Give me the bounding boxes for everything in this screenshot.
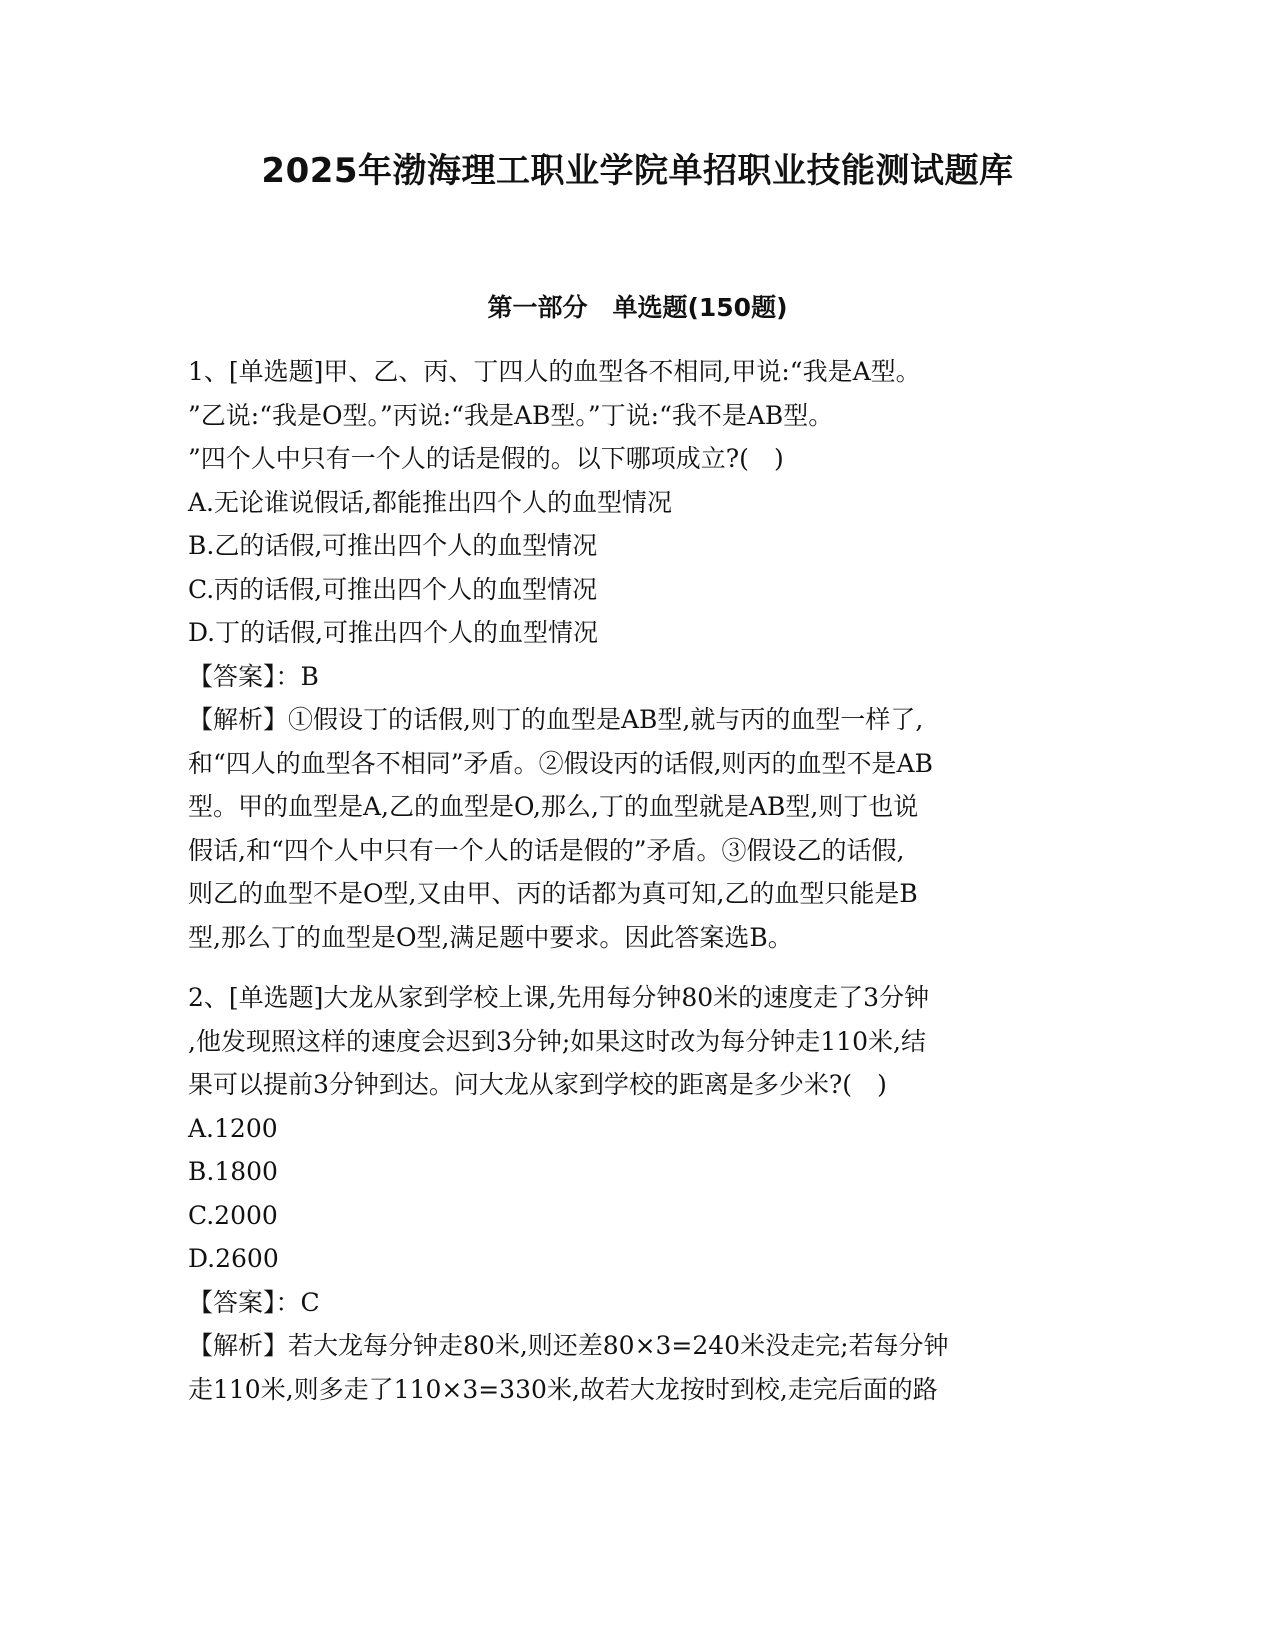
analysis-line: 走110米,则多走了110×3=330米,故若大龙按时到校,走完后面的路 bbox=[188, 1374, 938, 1404]
analysis-line: 和“四人的血型各不相同”矛盾。②假设丙的话假,则丙的血型不是AB bbox=[188, 748, 933, 778]
question-stem-line: 2、[单选题]大龙从家到学校上课,先用每分钟80米的速度走了3分钟 bbox=[188, 983, 930, 1012]
answer-line bbox=[188, 655, 1088, 699]
analysis-line: 假话,和“四个人中只有一个人的话是假的”矛盾。③假设乙的话假, bbox=[188, 835, 905, 865]
option-a: A.1200 bbox=[188, 1113, 278, 1143]
analysis-line: 【解析】①假设丁的话假,则丁的血型是AB型,就与丙的血型一样了, bbox=[188, 705, 924, 734]
option-b: B.乙的话假,可推出四个人的血型情况 bbox=[188, 531, 598, 560]
option-c: C.2000 bbox=[188, 1200, 278, 1230]
question-stem-line: 1、[单选题]甲、乙、丙、丁四人的血型各不相同,甲说:“我是A型。 bbox=[188, 357, 921, 386]
answer-label: 【答案】： bbox=[188, 661, 301, 691]
question-1 bbox=[188, 350, 1088, 959]
analysis-line: 型,那么丁的血型是O型,满足题中要求。因此答案选B。 bbox=[188, 922, 793, 952]
question-stem-line: 果可以提前3分钟到达。问大龙从家到学校的距离是多少米?( ) bbox=[188, 1070, 887, 1099]
section-heading: 第一部分 单选题(150题) bbox=[487, 293, 788, 322]
option-d: D.丁的话假,可推出四个人的血型情况 bbox=[188, 618, 599, 647]
question-spacer bbox=[188, 959, 1088, 976]
answer-value: B bbox=[300, 661, 319, 691]
question-2 bbox=[188, 976, 1088, 1411]
answer-line bbox=[188, 1281, 1088, 1325]
question-list bbox=[188, 350, 1088, 1411]
answer-value: C bbox=[300, 1287, 320, 1317]
question-stem-line: ,他发现照这样的速度会迟到3分钟;如果这时改为每分钟走110米,结 bbox=[188, 1026, 926, 1056]
option-a: A.无论谁说假话,都能推出四个人的血型情况 bbox=[188, 487, 672, 517]
option-c: C.丙的话假,可推出四个人的血型情况 bbox=[188, 574, 598, 604]
answer-label: 【答案】： bbox=[188, 1287, 301, 1317]
question-stem-line: ”乙说:“我是O型。”丙说:“我是AB型。”丁说:“我不是AB型。 bbox=[188, 400, 834, 430]
option-d: D.2600 bbox=[188, 1244, 279, 1273]
document-title: 2025年渤海理工职业学院单招职业技能测试题库 bbox=[261, 151, 1014, 191]
option-b: B.1800 bbox=[188, 1157, 278, 1186]
question-stem-line: ”四个人中只有一个人的话是假的。以下哪项成立?( ) bbox=[188, 444, 784, 473]
analysis-line: 【解析】若大龙每分钟走80米,则还差80×3=240米没走完;若每分钟 bbox=[188, 1331, 949, 1360]
analysis-line: 则乙的血型不是O型,又由甲、丙的话都为真可知,乙的血型只能是B bbox=[188, 879, 918, 908]
analysis-line: 型。甲的血型是A,乙的血型是O,那么,丁的血型就是AB型,则丁也说 bbox=[188, 792, 919, 821]
